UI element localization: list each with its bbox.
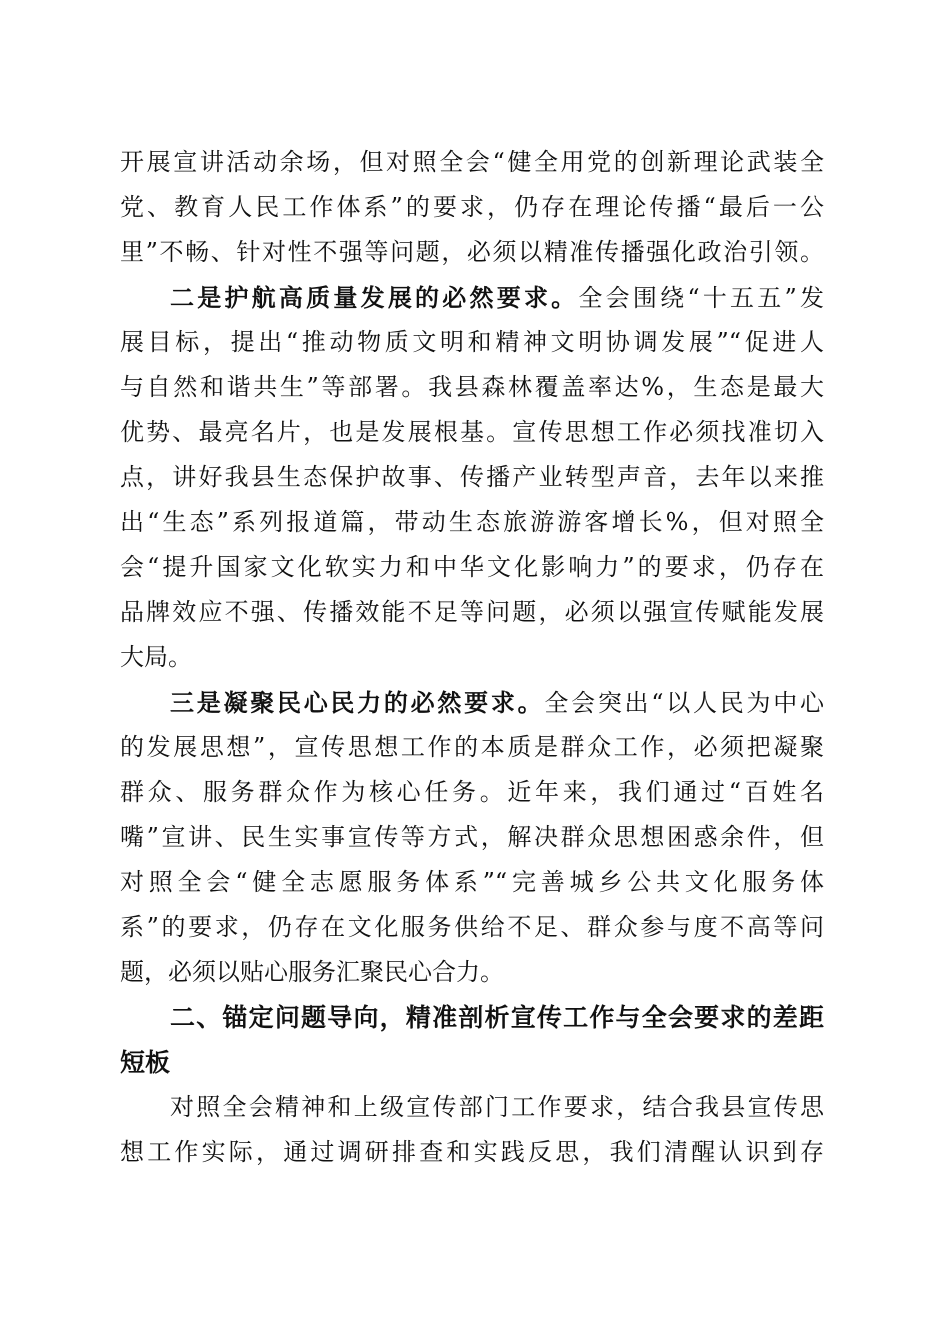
- text-run: 全会围绕“十五五”发: [578, 284, 825, 312]
- text-line: 想工作实际，通过调研排查和实践反思，我们清醒认识到存: [120, 1138, 824, 1166]
- heading-line: 短板: [120, 1048, 171, 1077]
- text-run: 全会突出“以人民为中心: [544, 689, 824, 717]
- text-line: 群众、服务群众作为核心任务。近年来，我们通过“百姓名: [120, 778, 824, 806]
- text-line: 开展宣讲活动余场，但对照全会“健全用党的创新理论武装全: [120, 148, 824, 176]
- text-line: 出“生态”系列报道篇，带动生态旅游游客增长%，但对照全: [120, 508, 824, 536]
- text-line: 嘴”宣讲、民生实事宣传等方式，解决群众思想困惑余件，但: [120, 823, 824, 851]
- text-line: 对照全会精神和上级宣传部门工作要求，结合我县宣传思: [170, 1093, 824, 1121]
- heading-line: 二、锚定问题导向，精准剖析宣传工作与全会要求的差距: [170, 1003, 824, 1032]
- paragraph-intro: [120, 1085, 824, 1175]
- paragraph-high-quality-development: [120, 275, 824, 680]
- text-line: 党、教育人民工作体系”的要求，仍存在理论传播“最后一公: [120, 193, 824, 221]
- text-line: 与自然和谐共生”等部署。我县森林覆盖率达%，生态是最大: [120, 373, 824, 401]
- text-line: 优势、最亮名片，也是发展根基。宣传思想工作必须找准切入: [120, 418, 824, 446]
- text-line: 对照全会“健全志愿服务体系”“完善城乡公共文化服务体: [120, 868, 824, 896]
- text-line: 大局。: [120, 643, 192, 671]
- text-line: 品牌效应不强、传播效能不足等问题，必须以强宣传赋能发展: [120, 598, 824, 626]
- text-line: [120, 680, 824, 725]
- paragraph-lead: 三是凝聚民心民力的必然要求。: [170, 688, 545, 717]
- paragraph-people: [120, 680, 824, 995]
- text-line: 里”不畅、针对性不强等问题，必须以精准传播强化政治引领。: [120, 238, 824, 266]
- text-line: 展目标，提出“推动物质文明和精神文明协调发展”“促进人: [120, 328, 824, 356]
- text-line: 点，讲好我县生态保护故事、传播产业转型声音，去年以来推: [120, 463, 824, 491]
- document-page: [120, 140, 824, 1175]
- text-line: 题，必须以贴心服务汇聚民心合力。: [120, 958, 504, 986]
- text-line: 会“提升国家文化软实力和中华文化影响力”的要求，仍存在: [120, 553, 824, 581]
- text-line: [120, 275, 824, 320]
- paragraph-lead: 二是护航高质量发展的必然要求。: [170, 283, 579, 312]
- text-line: 的发展思想”，宣传思想工作的本质是群众工作，必须把凝聚: [120, 733, 824, 761]
- paragraph-theory: [120, 140, 824, 275]
- text-line: 系”的要求，仍存在文化服务供给不足、群众参与度不高等问: [120, 913, 824, 941]
- section-heading: [120, 995, 824, 1085]
